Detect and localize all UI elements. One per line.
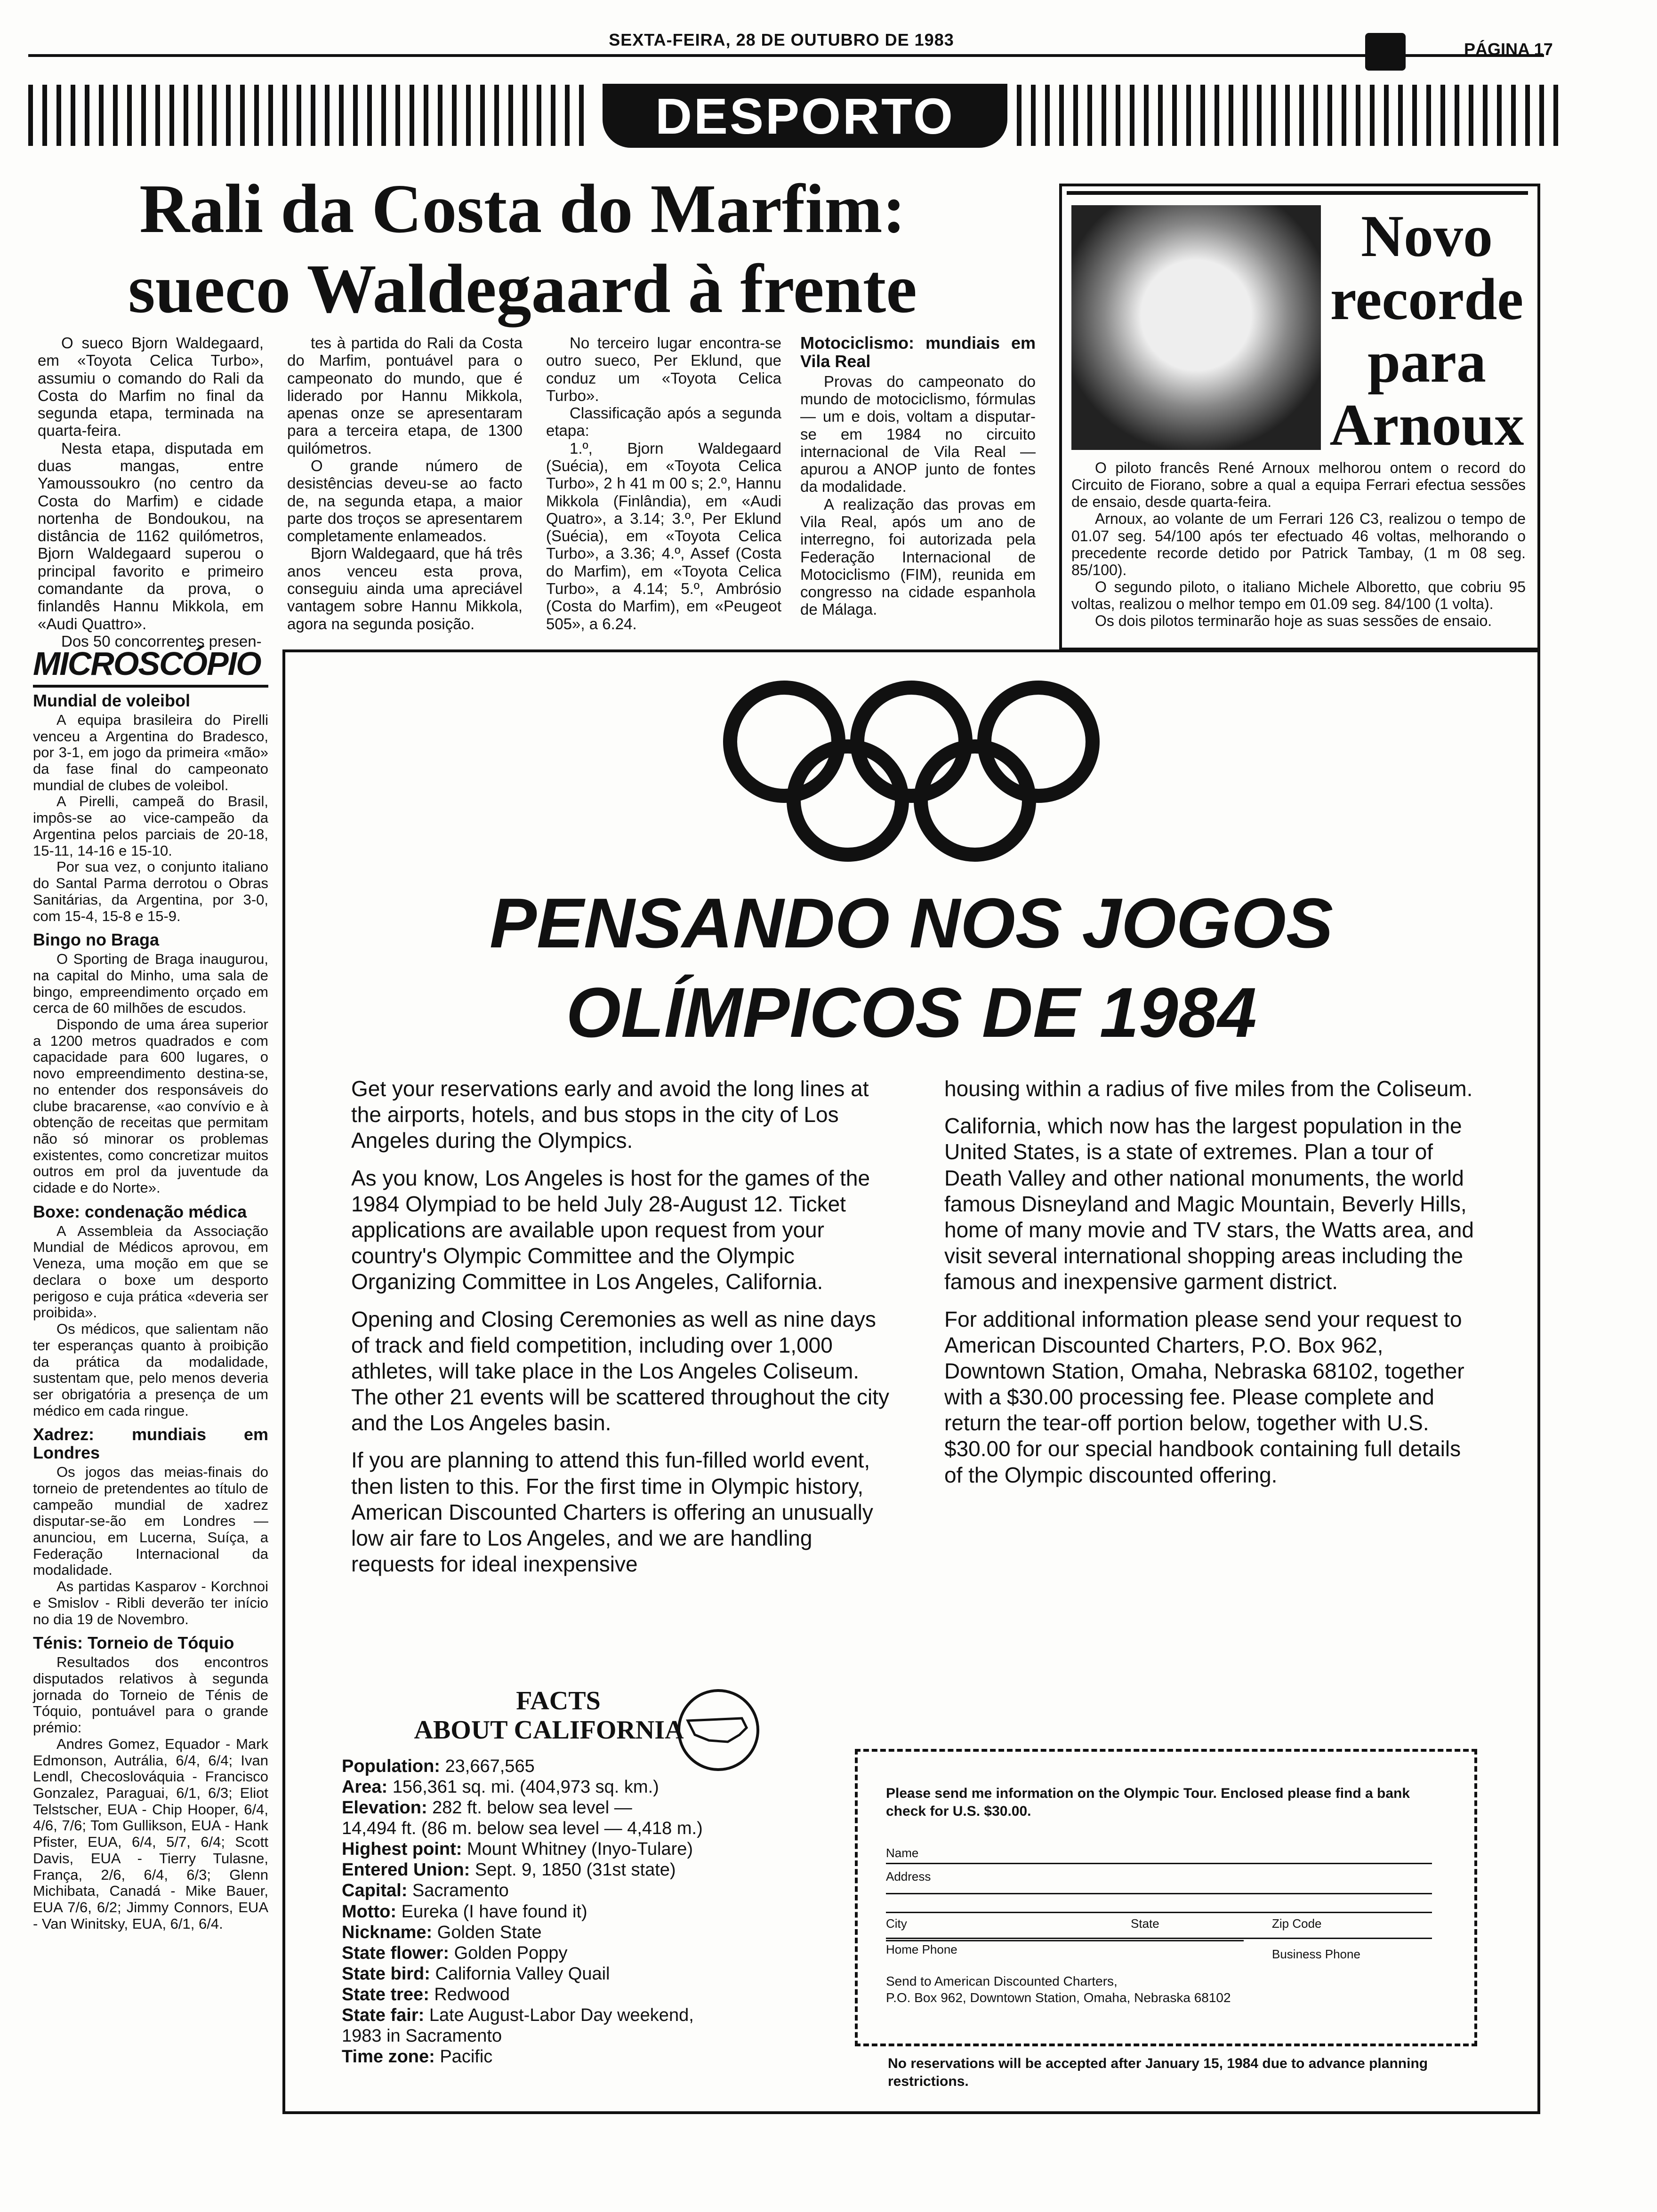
rally-paragraph: Bjorn Waldegaard, que há três anos venceu esta prova, conseguiu ainda uma apreciável vantagem sobre Hannu Mikkola, agora na segunda posição. bbox=[287, 545, 523, 633]
brief-paragraph: A equipa brasileira do Pirelli venceu a Argentina do Bradesco, por 3-1, em jogo da primeira «mão» da fase final do campeonato mundial de clubes de voleibol. bbox=[33, 711, 268, 793]
phone-field[interactable] bbox=[886, 1940, 1244, 1941]
ad-paragraph: If you are planning to attend this fun-filled world event, then listen to this. For the first time in Olympic history, American Discounted Charters is offering an unusually low air fare to Los Angeles, and we are handling requests for ideal inexpensive bbox=[351, 1448, 873, 1577]
arnoux-paragraph: Arnoux, ao volante de um Ferrari 126 C3, realizou o tempo de 01.07 seg. 54/100 após ter efectuado 46 voltas, melhorando o precedente recorde detido por Patrick Tambay, (1 m 08 seg. 85/100). bbox=[1071, 510, 1526, 578]
brief-title: Boxe: condenação médica bbox=[33, 1202, 247, 1221]
ad-paragraph: housing within a radius of five miles from the Coliseum. bbox=[944, 1076, 1473, 1101]
ad-paragraph: Get your reservations early and avoid the long lines at the airports, hotels, and bus stops in the city of Los Angeles during the Olympics. bbox=[351, 1076, 869, 1153]
fact-value: 282 ft. below sea level — bbox=[427, 1798, 632, 1818]
order-coupon[interactable] bbox=[855, 1749, 1477, 2046]
brief-paragraph: Por sua vez, o conjunto italiano do Santal Parma derrotou o Obras Sanitárias, da Argentina, por 3-0, com 15-4, 15-8 e 15-9. bbox=[33, 858, 268, 924]
fact-row bbox=[342, 1901, 883, 1922]
rally-paragraph: O grande número de desistências deveu-se ao facto de, na segunda etapa, a maior parte dos troços se apresentarem completamente enlameados. bbox=[287, 457, 523, 545]
brief-paragraph: A Pirelli, campeã do Brasil, impôs-se ao vice-campeão da Argentina pelos parciais de 20-18, 15-11, 14-16 e 15-10. bbox=[33, 793, 268, 859]
address-field-2[interactable] bbox=[886, 1912, 1432, 1913]
brief-paragraph: O Sporting de Braga inaugurou, na capital do Minho, uma sala de bingo, empreendimento orçado em cerca de 60 milhões de escudos. bbox=[33, 951, 268, 1017]
olympic-rings-icon bbox=[700, 671, 1123, 869]
fact-value: 1983 in Sacramento bbox=[342, 2026, 502, 2046]
moto-paragraph: Provas do campeonato do mundo de motociclismo, fórmulas — um e dois, voltam a disputar-se em 1984 no circuito internacional de Vila Real — apurou a ANOP junto de fontes da modalidade. bbox=[800, 372, 1036, 496]
arnoux-paragraph: O segundo piloto, o italiano Michele Alboretto, que cobriu 95 voltas, realizou o melhor tempo em 01.09 seg. 84/100 (1 volta). bbox=[1071, 578, 1526, 613]
rally-paragraph: 1.º, Bjorn Waldegaard (Suécia), em «Toyota Celica Turbo», 2 h 41 m 00 s; 2.º, Hannu Mikkola (Finlândia), em «Audi Quatro», a 3.14; 3.º, Per Eklund (Suécia), em «Toyota Celica Turbo», a 3.36; 4.º, Assef (Costa do Marfim), em «Toyota Celica Turbo», a 4.14; 5.º, Ambrósio (Costa do Marfim), em «Peugeot 505», a 6.24. bbox=[546, 439, 781, 633]
fact-row bbox=[342, 1797, 883, 1818]
fact-row bbox=[342, 1943, 883, 1964]
brief-paragraph: As partidas Kasparov - Korchnoi e Smislov - Ribli deverão ter início no dia 19 de Novembro. bbox=[33, 1578, 268, 1627]
brief-paragraph: Os médicos, que salientam não ter esperanças quanto à proibição da prática da modalidade, sustentam que, pelo menos deveria ser obrigatória a presença de um médico em cada ringue. bbox=[33, 1321, 268, 1419]
facts-list bbox=[342, 1756, 883, 2067]
address-field[interactable] bbox=[886, 1893, 1432, 1894]
fact-key: Highest point: bbox=[342, 1839, 462, 1859]
rally-paragraph: No terceiro lugar encontra-se outro sueco, Per Eklund, que conduz um «Toyota Celica Turbo». bbox=[546, 334, 781, 404]
rally-column-4 bbox=[800, 334, 1036, 618]
address-label: Address bbox=[886, 1869, 931, 1883]
fact-row bbox=[342, 2026, 883, 2046]
fact-key: State fair: bbox=[342, 2005, 425, 2025]
rally-column-1 bbox=[38, 334, 264, 650]
ad-title-line2: OLÍMPICOS DE 1984 bbox=[566, 973, 1257, 1052]
fact-value: 23,667,565 bbox=[440, 1756, 535, 1776]
fact-value: Redwood bbox=[429, 1984, 510, 2004]
ad-paragraph: Opening and Closing Ceremonies as well as nine days of track and field competition, including over 1,000 athletes, will take place in the Los Angeles Coliseum. The other 21 events will be scattered throughout the city and the Los Angeles basin. bbox=[351, 1306, 889, 1435]
city-label: City bbox=[886, 1916, 907, 1931]
name-field[interactable] bbox=[886, 1863, 1432, 1864]
fact-row bbox=[342, 1964, 883, 1984]
fact-key: State flower: bbox=[342, 1943, 450, 1963]
ad-title-line1: PENSANDO NOS JOGOS bbox=[489, 883, 1334, 962]
fact-row bbox=[342, 1922, 883, 1943]
fact-value: Eureka (I have found it) bbox=[396, 1901, 587, 1922]
send-to-line: P.O. Box 962, Downtown Station, Omaha, Nebraska 68102 bbox=[886, 1990, 1231, 2005]
fact-key: Entered Union: bbox=[342, 1860, 470, 1880]
ad-right-column bbox=[944, 1076, 1481, 1499]
brief-paragraph: Andres Gomez, Equador - Mark Edmonson, Autrália, 6/4, 6/4; Ivan Lendl, Checoslováquia - Francisco Gonzalez, Paraguai, 6/1, 6/3; Eliot Telstscher, EUA - Chip Hooper, 6/4, 4/6, 7/6; Tom Gullikson, EUA - Hank Pfister, EUA, 6/4, 5/7, 6/4; Scott Davis, EUA - Tierry Tulasne, França, 2/6, 6/4, 6/3; Glenn Michibata, Canadá - Mike Bauer, EUA 7/6, 6/2; Jimmy Connors, EUA - Van Winitsky, EUA, 6/1, 6/4. bbox=[33, 1735, 268, 1932]
rally-paragraph: O sueco Bjorn Waldegaard, em «Toyota Celica Turbo», assumiu o comando do Rali da Costa do Marfim no final da segunda etapa, terminada na quarta-feira. bbox=[38, 334, 264, 440]
microscopio-column bbox=[33, 692, 268, 1932]
fact-key: Area: bbox=[342, 1777, 388, 1797]
name-label: Name bbox=[886, 1846, 919, 1860]
arnoux-body bbox=[1071, 459, 1526, 630]
arnoux-headline-line: recorde bbox=[1330, 266, 1524, 332]
fact-key: Nickname: bbox=[342, 1922, 433, 1942]
business-phone-label: Business Phone bbox=[1272, 1947, 1360, 1961]
facts-title-line1: FACTS bbox=[516, 1686, 601, 1715]
coupon-send-to bbox=[886, 1973, 1231, 2006]
fact-row bbox=[342, 1880, 883, 1901]
state-label: State bbox=[1131, 1916, 1159, 1931]
brief-title: Xadrez: mundiais em Londres bbox=[33, 1425, 268, 1463]
fact-row bbox=[342, 1818, 883, 1839]
ad-left-column bbox=[351, 1076, 893, 1588]
fact-row bbox=[342, 1756, 883, 1777]
home-phone-label: Home Phone bbox=[886, 1942, 957, 1956]
rally-column-3 bbox=[546, 334, 781, 633]
fact-row bbox=[342, 2005, 883, 2026]
rally-column-2 bbox=[287, 334, 523, 633]
fact-value: Pacific bbox=[434, 2047, 493, 2067]
rally-headline-line2: sueco Waldegaard à frente bbox=[128, 250, 917, 328]
moto-subheading: Motociclismo: mundiais em Vila Real bbox=[800, 333, 1036, 371]
fact-value: Mount Whitney (Inyo-Tulare) bbox=[462, 1839, 693, 1859]
fact-row bbox=[342, 1839, 883, 1859]
newspaper-logo-icon bbox=[1365, 33, 1406, 71]
fact-row bbox=[342, 1859, 883, 1880]
arnoux-paragraph: Os dois pilotos terminarão hoje as suas sessões de ensaio. bbox=[1095, 612, 1492, 630]
arnoux-headline-line: Arnoux bbox=[1329, 392, 1524, 458]
brief-paragraph: Resultados dos encontros disputados relativos à segunda jornada do Torneio de Ténis de Tóquio, pontuável para o grande prémio: bbox=[33, 1654, 268, 1736]
fact-value: Golden Poppy bbox=[449, 1943, 568, 1963]
brief-paragraph: Os jogos das meias-finais do torneio de pretendentes ao título de campeão mundial de xadrez disputar-se-ão em Londres — anunciou, em Lucerna, Suíça, a Federação Internacional da modalidade. bbox=[33, 1464, 268, 1579]
ad-paragraph: For additional information please send your request to American Discounted Charters, P.O. Box 962, Downtown Station, Omaha, Nebraska 68102, together with a $30.00 processing fee. Please complete and return the tear-off portion below, together with U.S. $30.00 for our special handbook containing full details of the Olympic discounted offering. bbox=[944, 1306, 1464, 1487]
arnoux-top-rule bbox=[1067, 191, 1528, 195]
fact-row bbox=[342, 2046, 883, 2067]
rally-paragraph: Dos 50 concorrentes presen- bbox=[61, 632, 262, 650]
rally-headline-line1: Rali da Costa do Marfim: bbox=[139, 170, 906, 248]
microscopio-rule bbox=[33, 685, 268, 688]
arnoux-photo bbox=[1071, 205, 1321, 450]
moto-paragraph: A realização das provas em Vila Real, após um ano de interregno, foi autorizada pela Federação Internacional de Motociclismo (FIM), reunida em congresso na cidade espanhola de Málaga. bbox=[800, 495, 1036, 618]
section-hatch-right bbox=[1017, 85, 1558, 146]
section-hatch-left bbox=[28, 85, 593, 146]
reservation-deadline-note: No reservations will be accepted after January 15, 1984 due to advance planning restrictions. bbox=[888, 2056, 1428, 2089]
ad-paragraph: California, which now has the largest population in the United States, is a state of extremes. Plan a tour of Death Valley and other national monuments, the world famous Disneyland and Magic Mountain, Beverly Hills, home of many movie and TV stars, the Watts area, and visit several international shopping areas including the famous and inexpensive garment district. bbox=[944, 1114, 1474, 1294]
issue-date: SEXTA-FEIRA, 28 DE OUTUBRO DE 1983 bbox=[609, 30, 954, 49]
masthead-rule bbox=[28, 54, 1544, 57]
fact-value: Sept. 9, 1850 (31st state) bbox=[470, 1860, 676, 1880]
fact-key: State tree: bbox=[342, 1984, 429, 2004]
zip-label: Zip Code bbox=[1272, 1916, 1322, 1931]
fact-value: Golden State bbox=[432, 1922, 542, 1942]
fact-key: State bird: bbox=[342, 1964, 430, 1984]
fact-key: Capital: bbox=[342, 1881, 408, 1901]
arnoux-headline-line: Novo bbox=[1361, 204, 1493, 269]
fact-row bbox=[342, 1984, 883, 2005]
ad-paragraph: As you know, Los Angeles is host for the games of the 1984 Olympiad to be held July 28-August 12. Ticket applications are available upon request from your country's Olympic Committee and the Olympic Organizing Committee in Los Angeles, California. bbox=[351, 1165, 870, 1294]
brief-title: Bingo no Braga bbox=[33, 930, 159, 950]
fact-value: Sacramento bbox=[407, 1881, 509, 1901]
fact-key: Motto: bbox=[342, 1901, 397, 1922]
send-to-line: Send to American Discounted Charters, bbox=[886, 1974, 1118, 1988]
rally-paragraph: Classificação após a segunda etapa: bbox=[546, 404, 781, 440]
fact-value: 14,494 ft. (86 m. below sea level — 4,418 m.) bbox=[342, 1819, 703, 1839]
city-state-zip-field[interactable] bbox=[886, 1938, 1432, 1939]
section-title: DESPORTO bbox=[655, 88, 955, 144]
arnoux-paragraph: O piloto francês René Arnoux melhorou ontem o record do Circuito de Fiorano, sobre a qual a equipa Ferrari efectua sessões de ensaio, desde quarta-feira. bbox=[1071, 459, 1526, 511]
fact-key: Population: bbox=[342, 1756, 440, 1776]
fact-value: California Valley Quail bbox=[430, 1964, 610, 1984]
fact-value: Late August-Labor Day weekend, bbox=[424, 2005, 694, 2025]
coupon-intro: Please send me information on the Olympic Tour. Enclosed please find a bank check for U.S. $30.00. bbox=[886, 1786, 1410, 1819]
arnoux-headline bbox=[1326, 205, 1528, 457]
fact-row bbox=[342, 1777, 883, 1797]
fact-key: Elevation: bbox=[342, 1798, 427, 1818]
fact-value: 156,361 sq. mi. (404,973 sq. km.) bbox=[387, 1777, 659, 1797]
rally-paragraph: tes à partida do Rali da Costa do Marfim, pontuável para o campeonato do mundo, que é liderado por Hannu Mikkola, apenas onze se apresentaram para a terceira etapa, de 1300 quilómetros. bbox=[287, 334, 523, 457]
rally-paragraph: Nesta etapa, disputada em duas mangas, entre Yamoussoukro (no centro da Costa do Marfim) e cidade nortenha de Bondoukou, na distância de 1162 quilómetros, Bjorn Waldegaard superou o principal favorito e primeiro comandante da prova, o finlandês Hannu Mikkola, em «Audi Quattro». bbox=[38, 439, 264, 633]
arnoux-box bbox=[1059, 184, 1540, 650]
fact-key: Time zone: bbox=[342, 2047, 435, 2067]
brief-title: Ténis: Torneio de Tóquio bbox=[33, 1633, 234, 1653]
arnoux-headline-line: para bbox=[1367, 329, 1486, 395]
brief-paragraph: Dispondo de uma área superior a 1200 metros quadrados e com capacidade para 600 lugares, o novo empreendimento destina-se, no entender dos responsáveis do clube bracarense, «ao convívio e à obtenção de receitas que permitam não só minorar os problemas existentes, como concretizar muitos outros em prol da juventude da cidade e do Norte». bbox=[33, 1016, 268, 1196]
page-number: PÁGINA 17 bbox=[1464, 40, 1553, 59]
brief-paragraph: A Assembleia da Associação Mundial de Médicos aprovou, em Veneza, uma moção em que se declara o boxe um desporto perigoso e cuja prática «deveria ser proibida». bbox=[33, 1222, 268, 1321]
brief-title: Mundial de voleibol bbox=[33, 691, 191, 710]
microscopio-logo: MICROSCÓPIO bbox=[33, 645, 261, 682]
facts-title-line2: ABOUT CALIFORNIA bbox=[414, 1715, 684, 1745]
olympic-ad bbox=[282, 649, 1540, 2114]
